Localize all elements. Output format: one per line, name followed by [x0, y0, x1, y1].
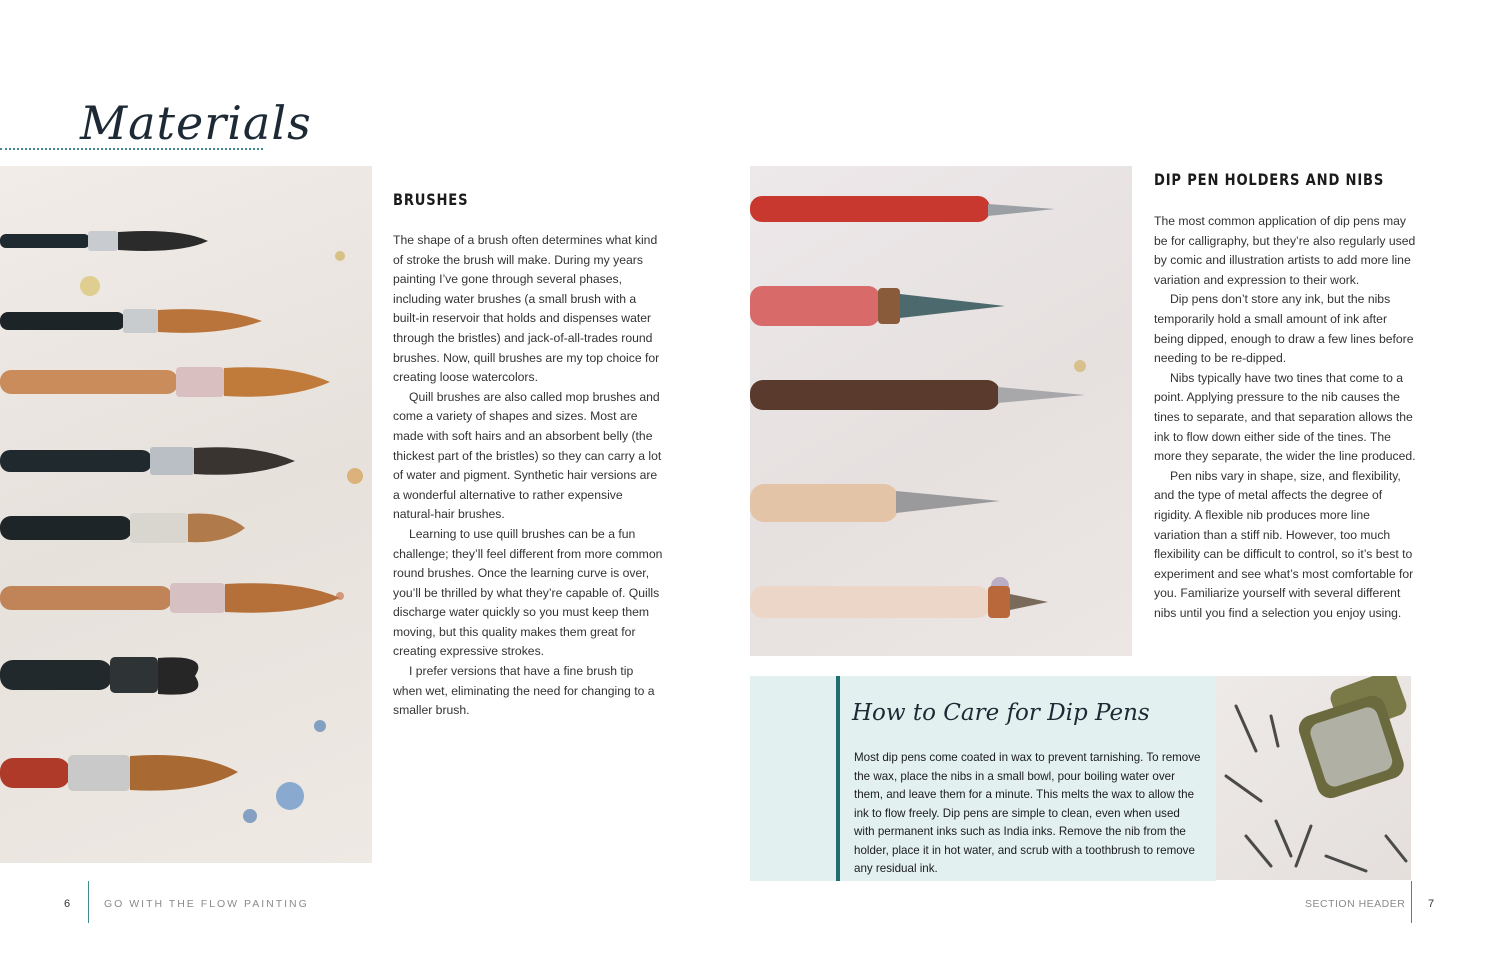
footer-divider-right [1411, 881, 1412, 923]
brushes-illustration [0, 166, 372, 863]
title-underline [0, 148, 263, 150]
dip-pens-photo [750, 166, 1132, 656]
care-sidebar-accent-bar [836, 676, 840, 881]
dip-pens-body [1154, 212, 1416, 623]
dip-pens-paragraph: Pen nibs vary in shape, size, and flexibility, and the type of metal affects the degree of rigidity. A flexible nib produces more line variation than a stiff nib. However, too much flexibility can be difficult to control, so it’s best to experiment and see what’s most comfortable for you. Familiarize yourself with several different nibs until you find a selection you enjoy using. [1154, 468, 1414, 620]
dip-pens-heading: DIP PEN HOLDERS AND NIBS [1154, 170, 1385, 189]
page-number-left: 6 [64, 898, 71, 910]
brushes-photo [0, 166, 372, 863]
brushes-heading: BRUSHES [393, 190, 469, 209]
brushes-paragraph: Quill brushes are also called mop brushes and come a variety of shapes and sizes. Most are made with soft hairs and an absorbent belly (the thickest part of the bristles) so they can carry a lot of water and pigment. Synthetic hair versions are a wonderful alternative to rather expensive natural-hair brushes. [393, 389, 662, 522]
page-number-right: 7 [1428, 898, 1435, 910]
brushes-body [393, 231, 665, 721]
page-title: Materials [80, 96, 312, 150]
nib-tin-photo [1216, 676, 1411, 880]
brushes-paragraph: Learning to use quill brushes can be a fun challenge; they’ll feel different from more common round brushes. Once the learning curve is over, you’ll be thrilled by what they’re capable of. Quills discharge water quickly so you must keep them moving, but this quality makes them great for creating expressive strokes. [393, 526, 663, 659]
brushes-paragraph: The shape of a brush often determines what kind of stroke the brush will make. During my years painting I’ve gone through several phases, including water brushes (a small brush with a built-in reservoir that holds and dispenses water through the bristles) and jack-of-all-trades round brushes. Now, quill brushes are my top choice for creating loose watercolors. [393, 233, 660, 385]
care-sidebar-title: How to Care for Dip Pens [852, 700, 1150, 726]
running-head-right: SECTION HEADER [1305, 898, 1406, 910]
dip-pens-illustration [750, 166, 1132, 656]
dip-pens-paragraph: Dip pens don’t store any ink, but the nibs temporarily hold a small amount of ink after being dipped, enough to draw a few lines before needing to be re-dipped. [1154, 292, 1414, 366]
nib-tin-illustration [1216, 676, 1411, 880]
dip-pens-paragraph: The most common application of dip pens may be for calligraphy, but they’re also regularly used by comic and illustration artists to add more line variation and expression to their work. [1154, 214, 1416, 287]
dip-pens-paragraph: Nibs typically have two tines that come to a point. Applying pressure to the nib causes the tines to separate, and that separation allows the ink to flow down either side of the tines. The more they separate, the wider the line produced. [1154, 370, 1416, 464]
care-sidebar-text: Most dip pens come coated in wax to prevent tarnishing. To remove the wax, place the nibs in a small bowl, pour boiling water over them, and leave them for a minute. This melts the wax to allow the ink to flow freely. Dip pens are simple to clean, even when used with permanent inks such as India inks. Remove the nib from the holder, place it in hot water, and scrub with a toothbrush to remove any residual ink. [854, 751, 1201, 875]
brushes-paragraph: I prefer versions that have a fine brush tip when wet, eliminating the need for changing to a smaller brush. [393, 664, 655, 718]
footer-divider-left [88, 881, 89, 923]
running-head-left: GO WITH THE FLOW PAINTING [104, 898, 309, 910]
